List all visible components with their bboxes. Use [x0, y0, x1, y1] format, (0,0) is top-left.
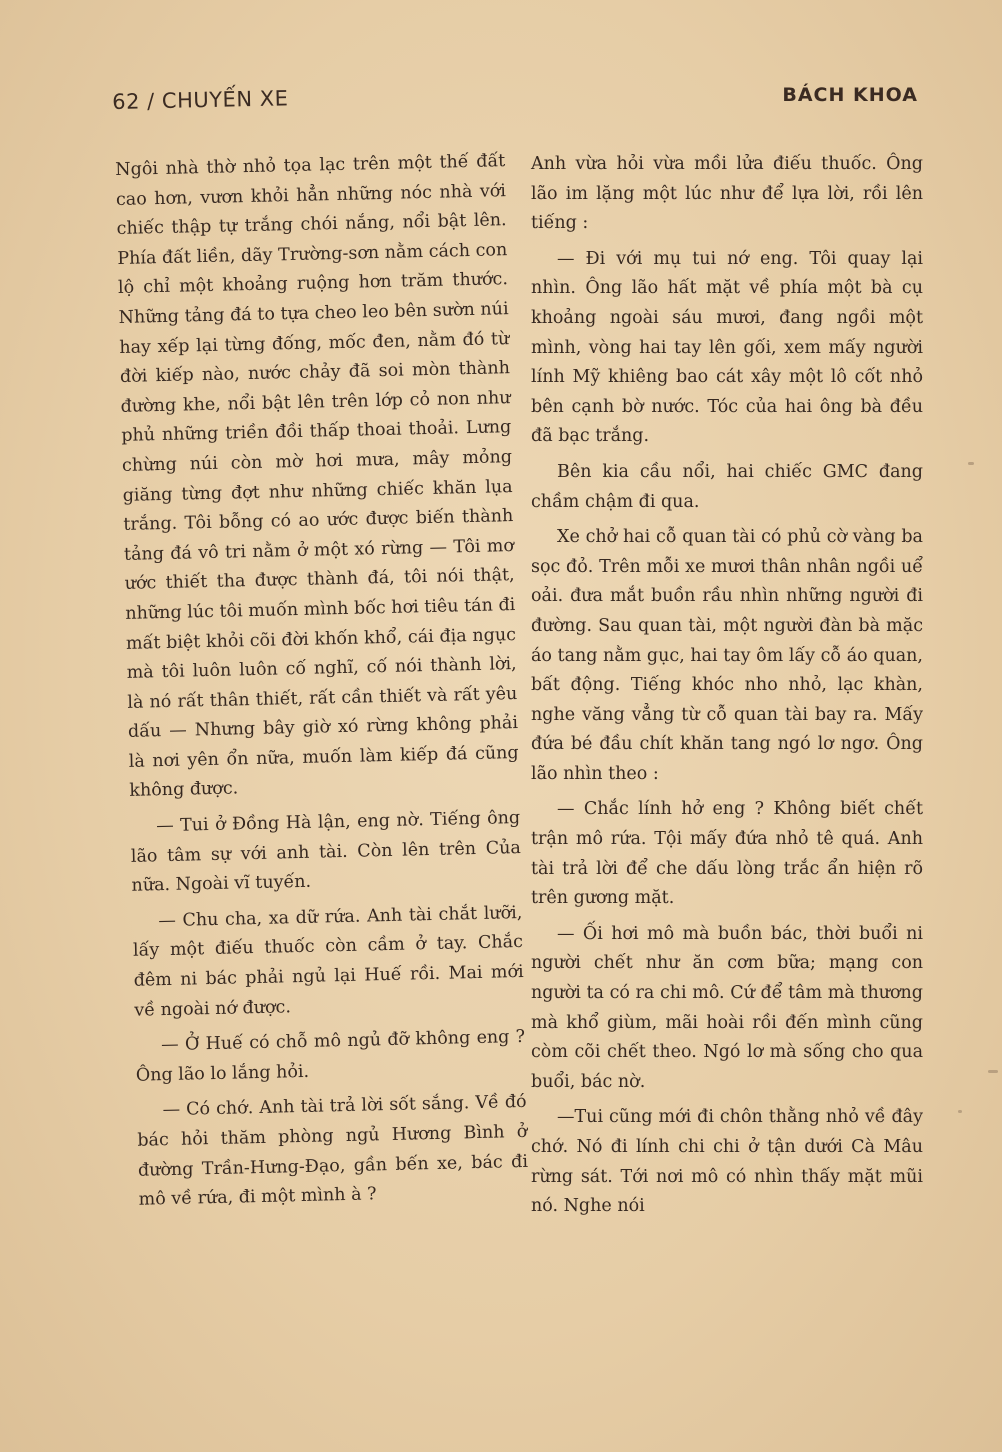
page-header-left: 62 / CHUYẾN XE [112, 86, 289, 114]
scan-speck [958, 1110, 962, 1113]
right-column [531, 150, 923, 1228]
right-paragraph-7: —Tui cũng mới đi chôn thằng nhỏ về đây chớ. Nó đi lính chi chi ở tận dưới Cà Mâu rừng sát. Tới nơi mô có nhìn thấy mặt mũi nó. Nghe nói [531, 1107, 923, 1217]
right-paragraph-5: — Chắc lính hở eng ? Không biết chết trận mô rứa. Tội mấy đứa nhỏ tê quá. Anh tài trả lời để che dấu lòng trắc ẩn hiện rõ trên gương mặt. [531, 799, 923, 909]
left-paragraph-2: — Tui ở Đồng Hà lận, eng nờ. Tiếng ông lão tâm sự với anh tài. Còn lên trên Của nữa. Ngoài vĩ tuyến. [130, 808, 522, 897]
left-paragraph-4: — Ở Huế có chỗ mô ngủ đỡ không eng ? Ông lão lo lắng hỏi. [135, 1027, 526, 1086]
page-header-right: BÁCH KHOA [782, 84, 918, 106]
left-column [115, 147, 529, 1221]
scan-speck [968, 462, 974, 465]
scan-speck [988, 1070, 998, 1073]
right-paragraph-1: Anh vừa hỏi vừa mồi lửa điếu thuốc. Ông lão im lặng một lúc như để lựa lời, rồi lên tiếng : [531, 154, 923, 234]
left-paragraph-3: — Chu cha, xa dữ rứa. Anh tài chắt lưỡi, lấy một điếu thuốc còn cầm ở tay. Chắc đêm ni bác phải ngủ lại Huế rồi. Mai mới về ngoài nớ được. [132, 902, 524, 1021]
right-paragraph-3: Bên kia cầu nổi, hai chiếc GMC đang chầm chậm đi qua. [531, 461, 923, 512]
right-paragraph-2: — Đi với mụ tui nớ eng. Tôi quay lại nhìn. Ông lão hất mặt về phía một bà cụ khoảng ngoài sáu mươi, đang ngồi một mình, vòng hai tay lên gối, xem mấy người lính Mỹ khiêng bao cát xây một lô cốt nhỏ bên cạnh bờ nước. Tóc của hai ông bà đều đã bạc trắng. [531, 248, 923, 447]
right-paragraph-4: Xe chở hai cỗ quan tài có phủ cờ vàng ba sọc đỏ. Trên mỗi xe mươi thân nhân ngồi uể oải. đưa mắt buồn rầu nhìn những người đi đường. Sau quan tài, một người đàn bà mặc áo tang nằm gục, hai tay ôm lấy cỗ áo quan, bất động. Tiếng khóc nho nhỏ, lạc khàn, nghe văng vẳng từ cỗ quan tài bay ra. Mấy đứa bé đầu chít khăn tang ngó lơ ngơ. Ông lão nhìn theo : [531, 527, 923, 784]
left-paragraph-1: Ngôi nhà thờ nhỏ tọa lạc trên một thế đất cao hơn, vươn khỏi hẳn những nóc nhà với chiếc thập tự trắng chói nắng, nổi bật lên. Phía đất liền, dãy Trường-sơn nằm cách con lộ chỉ một khoảng ruộng hơn trăm thước. Những tảng đá to tựa cheo leo bên sườn núi hay xếp lại từng đống, mốc đen, nằm đó từ đời kiếp nào, nước chảy đã soi mòn thành đường khe, nổi bật lên trên lớp cỏ non như phủ những triền đồi thấp thoai thoải. Lưng chừng núi còn mờ hơi mưa, mây mỏng giăng từng đợt như những chiếc khăn lụa trắng. Tôi bỗng có ao ước được biến thành tảng đá vô tri nằm ở một xó rừng — Tôi mơ ước thiết tha được thành đá, tôi nói thật, những lúc tôi muốn mình bốc hơi tiêu tán đi mất biệt khỏi cõi đời khốn khổ, cái địa ngục mà tôi luôn luôn cố nghĩ, cố nói thành lời, là nó rất thân thiết, rất cần thiết và rất yêu dấu — Nhưng bây giờ xó rừng không phải là nơi yên ổn nữa, muốn làm kiếp đá cũng không được. [115, 151, 519, 802]
right-paragraph-6: — Ối hơi mô mà buồn bác, thời buổi ni người chết như ăn cơm bữa; mạng con người ta có ra chi mô. Cứ để tâm mà thương mà khổ giùm, mãi hoài rồi đến mình cũng còm cõi chết theo. Ngó lơ mà sống cho qua buổi, bác nờ. [531, 923, 923, 1092]
left-paragraph-5: — Có chớ. Anh tài trả lời sốt sắng. Về đó bác hỏi thăm phòng ngủ Hương Bình ở đường Trần-Hưng-Đạo, gần bến xe, bác đi mô về rứa, đi một mình à ? [137, 1092, 529, 1210]
